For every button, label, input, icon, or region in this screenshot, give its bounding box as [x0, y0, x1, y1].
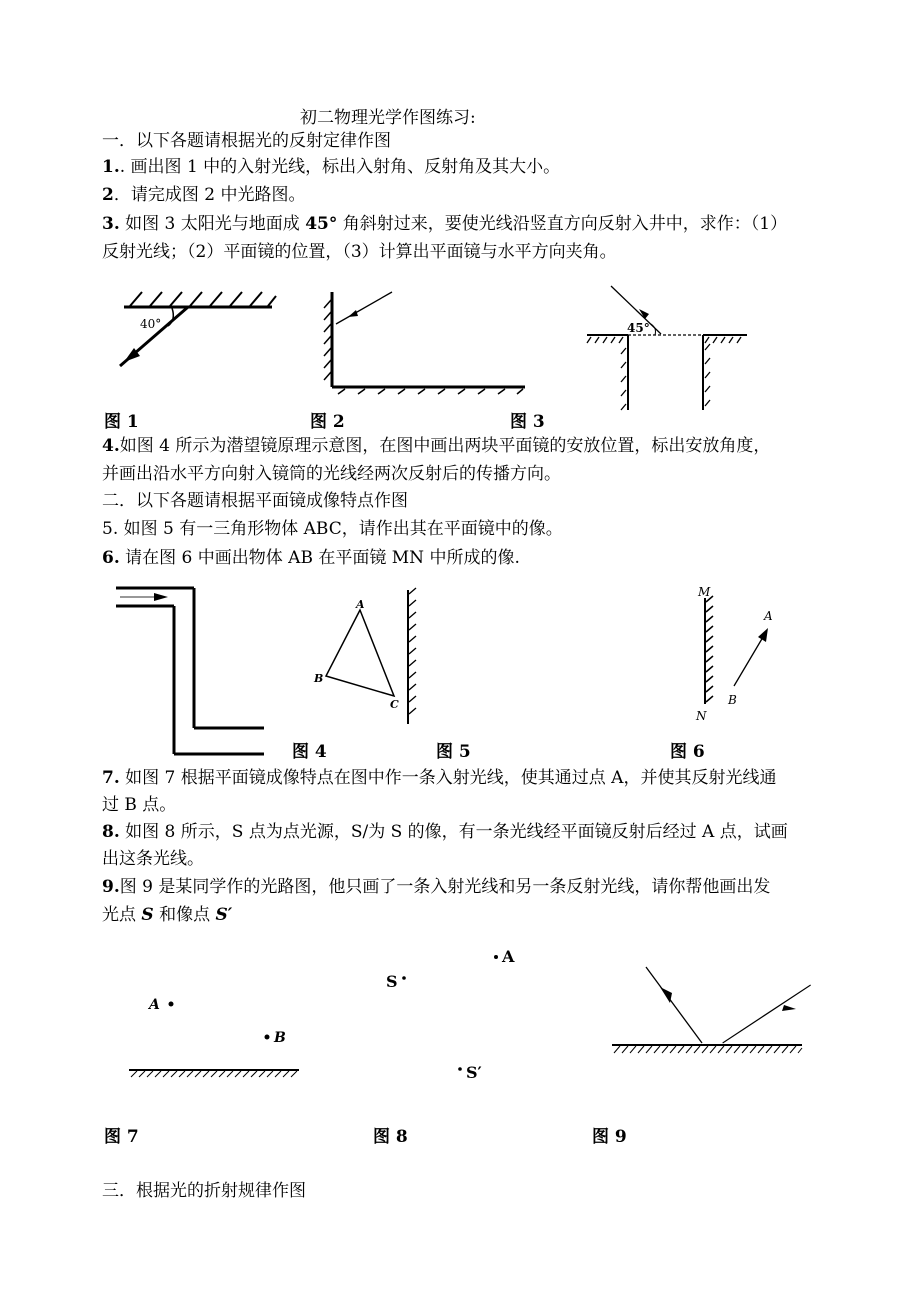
figure-7-diagram [125, 990, 305, 1080]
fig5-label-C: C [390, 698, 399, 711]
figure-5-caption: 图 5 [436, 742, 471, 762]
question-4-line1 [102, 433, 770, 459]
q2-number: 2 [102, 185, 114, 205]
fig6-label-A: A [764, 609, 773, 623]
q3-angle: 45° [305, 214, 338, 234]
q2-text: ．请完成图 2 中光路图。 [113, 185, 306, 205]
question-9-line1 [102, 874, 770, 900]
fig6-label-B: B [728, 693, 737, 707]
fig6-label-N: N [696, 709, 707, 723]
question-6 [102, 545, 520, 571]
figure-3-diagram [585, 282, 755, 412]
section2-heading: 二．以下各题请根据平面镜成像特点作图 [102, 491, 408, 511]
q9-text-b: 和像点 [153, 905, 216, 925]
figure-4-diagram [112, 582, 282, 757]
fig8-label-S-prime: S′ [466, 1063, 482, 1082]
q3-text-b: 角斜射过来，要使光线沿竖直方向反射入井中，求作：（1） [337, 214, 788, 234]
figure-6-caption: 图 6 [670, 742, 705, 762]
fig5-label-A: A [356, 598, 365, 611]
q9-text-a: 光点 [102, 905, 142, 925]
figure-8-caption: 图 8 [373, 1127, 408, 1147]
fig5-label-B: B [314, 672, 324, 685]
q4-number: 4. [102, 436, 120, 456]
q9-S-prime: S′ [215, 905, 233, 925]
q9-number: 9. [102, 877, 120, 897]
q7-number: 7. [102, 768, 120, 788]
q6-number: 6. [102, 548, 120, 568]
figure-1-caption: 图 1 [104, 412, 139, 432]
figure-4-caption: 图 4 [292, 742, 327, 762]
question-2 [102, 182, 305, 208]
figure-2-diagram [320, 290, 530, 395]
question-5: 5. 如图 5 有一三角形物体 ABC，请作出其在平面镜中的像。 [102, 519, 563, 539]
question-7-line2: 过 B 点。 [102, 795, 177, 815]
question-7-line1 [102, 765, 776, 791]
q1-number: 1. [102, 157, 120, 177]
fig8-label-A: A [502, 947, 515, 966]
q9-text: 图 9 是某同学作的光路图，他只画了一条入射光线和另一条反射光线，请你帮他画出发 [119, 877, 771, 897]
fig1-angle-label: 40° [140, 317, 162, 331]
q8-number: 8. [102, 822, 120, 842]
q9-S: S [141, 905, 154, 925]
question-9-line2 [102, 902, 232, 928]
q4-text: 如图 4 所示为潜望镜原理示意图，在图中画出两块平面镜的安放位置，标出安放角度， [119, 436, 771, 456]
fig7-label-A: A [149, 997, 160, 1013]
figure-2-caption: 图 2 [310, 412, 345, 432]
section3-heading: 三．根据光的折射规律作图 [102, 1181, 306, 1201]
figure-9-diagram [610, 965, 810, 1060]
q6-text: 请在图 6 中画出物体 AB 在平面镜 MN 中所成的像. [119, 548, 520, 568]
figure-7-caption: 图 7 [104, 1127, 139, 1147]
question-8-line2: 出这条光线。 [102, 849, 204, 869]
q3-text-a: 如图 3 太阳光与地面成 [119, 214, 306, 234]
question-4-line2: 并画出沿水平方向射入镜筒的光线经两次反射后的传播方向。 [102, 464, 561, 484]
q1-text: . 画出图 1 中的入射光线，标出入射角、反射角及其大小。 [119, 157, 561, 177]
fig8-label-S: S [386, 972, 398, 991]
question-1 [102, 154, 560, 180]
q8-text: 如图 8 所示，S 点为点光源，S/为 S 的像，有一条光线经平面镜反射后经过 A 点，试画 [119, 822, 788, 842]
fig7-label-B: B [274, 1030, 286, 1046]
page-title: 初二物理光学作图练习: [300, 108, 476, 128]
section1-heading: 一．以下各题请根据光的反射定律作图 [102, 131, 391, 151]
fig6-label-M: M [698, 585, 711, 599]
fig3-angle-label: 45° [627, 321, 650, 335]
question-3-line2: 反射光线；（2）平面镜的位置，（3）计算出平面镜与水平方向夹角。 [102, 242, 617, 262]
figure-3-caption: 图 3 [510, 412, 545, 432]
question-8-line1 [102, 819, 788, 845]
q3-number: 3. [102, 214, 120, 234]
question-3-line1 [102, 211, 787, 237]
q7-text: 如图 7 根据平面镜成像特点在图中作一条入射光线，使其通过点 A，并使其反射光线通 [119, 768, 777, 788]
figure-9-caption: 图 9 [592, 1127, 627, 1147]
figure-1-diagram [110, 290, 280, 380]
figure-8-diagram [380, 945, 550, 1085]
figure-6-diagram [670, 580, 790, 725]
figure-5-diagram [310, 588, 425, 728]
